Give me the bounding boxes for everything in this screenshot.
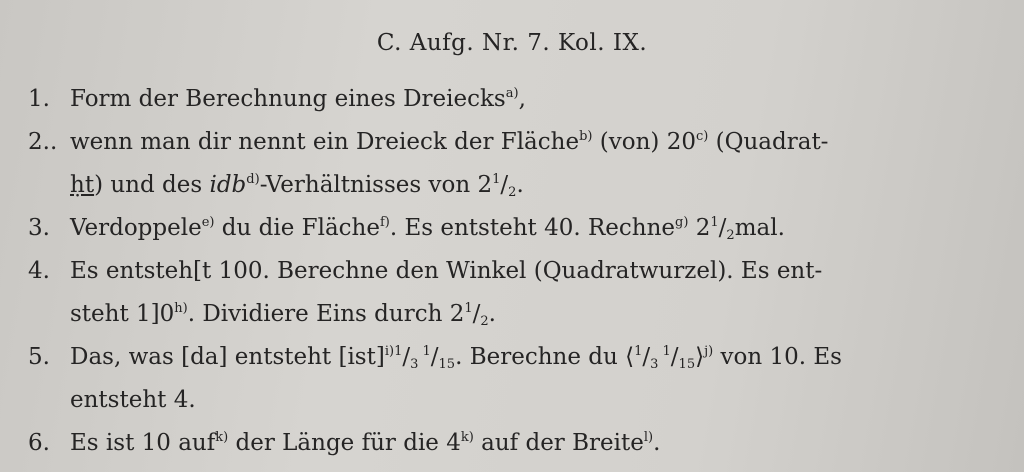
footnote-marker: g) bbox=[675, 215, 689, 230]
fraction-numerator: 1 bbox=[492, 172, 501, 187]
fraction-slash: / bbox=[500, 172, 509, 198]
fraction-denominator: 2 bbox=[508, 185, 517, 200]
list-item-2-continuation bbox=[70, 164, 524, 207]
line-text: . Dividiere Eins durch 2 bbox=[187, 301, 465, 327]
footnote-marker: h) bbox=[174, 301, 188, 316]
fraction-numerator: 1 bbox=[634, 344, 643, 359]
line-text: du die Fläche bbox=[214, 215, 380, 241]
list-item-5-continuation bbox=[70, 379, 196, 422]
list-item-3 bbox=[28, 207, 998, 250]
footnote-marker: i) bbox=[384, 344, 395, 359]
item-number: 6. bbox=[28, 430, 50, 456]
fraction-slash: / bbox=[430, 344, 439, 370]
footnote-marker: a) bbox=[505, 86, 519, 101]
line-text: . bbox=[653, 430, 661, 456]
fraction-denominator: 2 bbox=[480, 314, 489, 329]
fraction-numerator: 1 bbox=[464, 301, 473, 316]
line-text: ⟩ bbox=[695, 344, 705, 370]
line-text: . Es entsteht 40. Rechne bbox=[389, 215, 676, 241]
list-item-1 bbox=[28, 78, 998, 121]
transliteration: idb bbox=[209, 172, 247, 198]
line-text: (Quadrat- bbox=[708, 129, 829, 155]
footnote-marker: c) bbox=[695, 129, 709, 144]
page-heading: C. Aufg. Nr. 7. Kol. IX. bbox=[376, 30, 648, 56]
line-text: Es entsteh[t 100. Berechne den Winkel (Quadratwurzel). Es ent- bbox=[70, 258, 823, 284]
line-text: . bbox=[516, 172, 524, 198]
fraction-numerator: 1 bbox=[418, 344, 431, 359]
list-item-2 bbox=[28, 121, 998, 164]
line-text: . bbox=[488, 301, 496, 327]
line-text: Es ist 10 auf bbox=[70, 430, 216, 456]
list-item-4-continuation bbox=[70, 293, 496, 336]
footnote-marker: e) bbox=[201, 215, 215, 230]
fraction-slash: / bbox=[718, 215, 727, 241]
list-item-5 bbox=[28, 336, 998, 379]
line-text: entsteht 4. bbox=[70, 387, 196, 413]
line-text: . Berechne du ⟨ bbox=[455, 344, 635, 370]
footnote-marker: k) bbox=[215, 430, 229, 445]
item-number: 2.. bbox=[28, 129, 58, 155]
fraction-slash: / bbox=[402, 344, 411, 370]
item-number: 4. bbox=[28, 258, 50, 284]
footnote-marker: b) bbox=[579, 129, 593, 144]
line-text: 2 bbox=[688, 215, 711, 241]
footnote-marker: f) bbox=[379, 215, 390, 230]
list-item-4 bbox=[28, 250, 998, 293]
line-text: Verdoppele bbox=[70, 215, 202, 241]
line-text: -Verhältnisses von 2 bbox=[259, 172, 493, 198]
item-number: 5. bbox=[28, 344, 50, 370]
fraction-slash: / bbox=[642, 344, 651, 370]
fraction-numerator: 1 bbox=[394, 344, 403, 359]
fraction-denominator: 15 bbox=[678, 357, 696, 372]
line-text: steht 1]0 bbox=[70, 301, 175, 327]
list-item-6 bbox=[28, 422, 998, 465]
line-text: , bbox=[518, 86, 526, 112]
transliteration: ḥt bbox=[70, 172, 95, 198]
fraction-denominator: 15 bbox=[438, 357, 456, 372]
footnote-marker: d) bbox=[246, 172, 260, 187]
line-text: auf der Breite bbox=[473, 430, 644, 456]
footnote-marker: j) bbox=[704, 344, 714, 359]
fraction-denominator: 2 bbox=[726, 228, 735, 243]
fraction-numerator: 1 bbox=[658, 344, 671, 359]
fraction-slash: / bbox=[670, 344, 679, 370]
footnote-marker: k) bbox=[460, 430, 474, 445]
line-text: wenn man dir nennt ein Dreieck der Fläche bbox=[70, 129, 580, 155]
footnote-marker: l) bbox=[643, 430, 654, 445]
item-number: 3. bbox=[28, 215, 50, 241]
fraction-numerator: 1 bbox=[710, 215, 719, 230]
line-text: (von) 20 bbox=[592, 129, 696, 155]
fraction-slash: / bbox=[472, 301, 481, 327]
line-text: Form der Berechnung eines Dreiecks bbox=[70, 86, 506, 112]
fraction-denominator: 3 bbox=[650, 357, 659, 372]
item-number: 1. bbox=[28, 86, 50, 112]
line-text: ) und des bbox=[94, 172, 210, 198]
fraction-denominator: 3 bbox=[410, 357, 419, 372]
line-text: der Länge für die 4 bbox=[228, 430, 461, 456]
line-text: von 10. Es bbox=[713, 344, 842, 370]
line-text: mal. bbox=[734, 215, 785, 241]
line-text: Das, was [da] entsteht [ist] bbox=[70, 344, 385, 370]
